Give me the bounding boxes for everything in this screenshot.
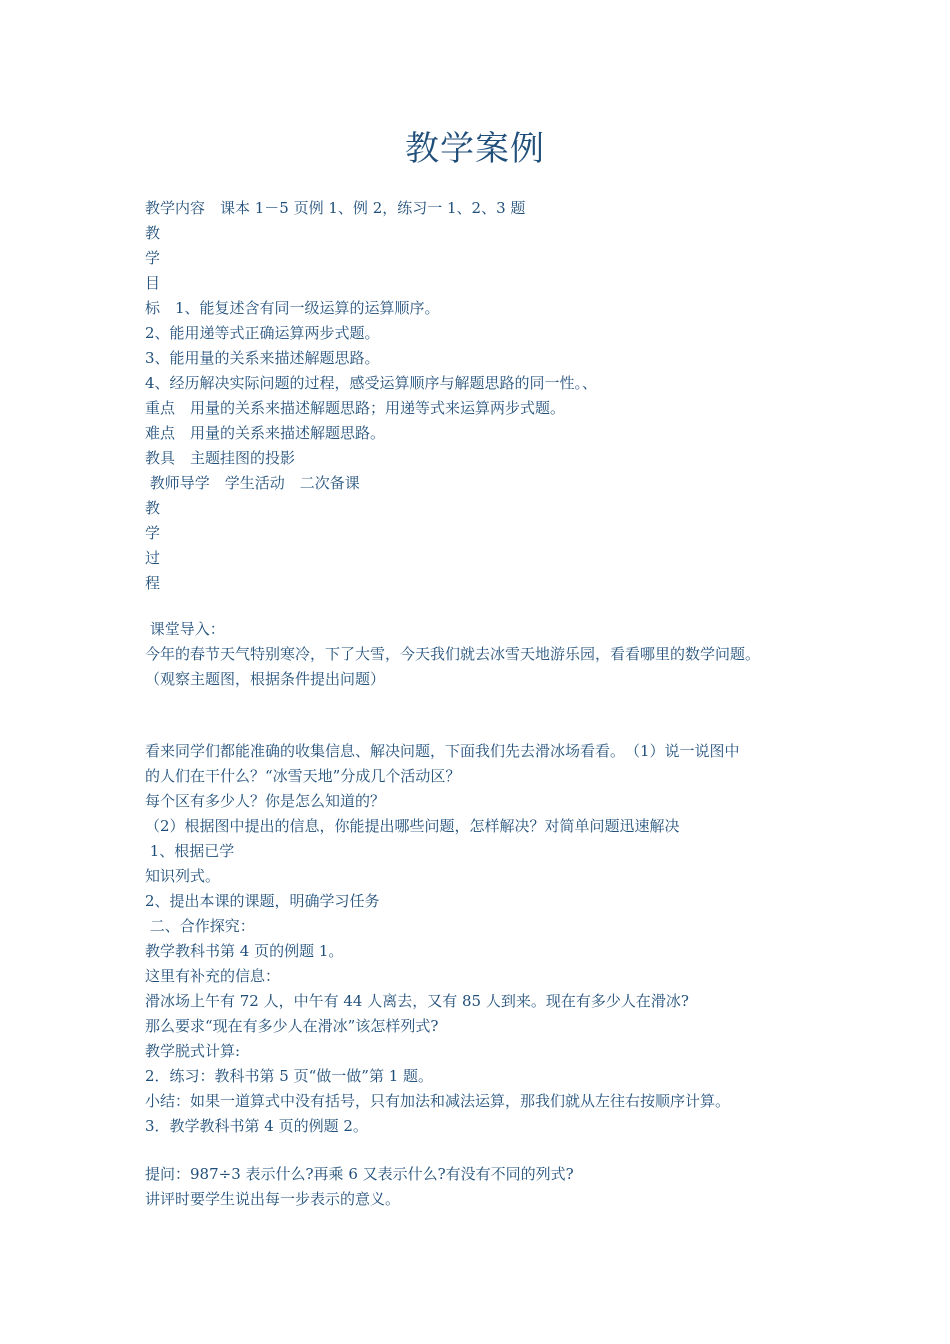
document-title: 教学案例: [405, 129, 545, 169]
line-paragraph: 3．教学教科书第 4 页的例题 2。: [145, 1117, 368, 1135]
line-key-point: 重点 用量的关系来描述解题思路；用递等式来运算两步式题。: [145, 399, 566, 417]
line-teaching-aids: 教具 主题挂图的投影: [145, 449, 296, 467]
line-paragraph: （2）根据图中提出的信息，你能提出哪些问题，怎样解决？对简单问题迅速解决: [145, 817, 680, 835]
line-section-heading: 二、合作探究：: [145, 917, 255, 935]
line-vertical-char: 学: [145, 249, 161, 267]
line-paragraph: 1、根据已学: [145, 842, 235, 860]
line-vertical-char: 目: [145, 274, 161, 292]
line-paragraph: 的人们在干什么？“冰雪天地”分成几个活动区？: [145, 767, 461, 785]
line-question: 提问：987÷3 表示什么?再乘 6 又表示什么?有没有不同的列式?: [145, 1165, 574, 1183]
line-difficult-point: 难点 用量的关系来描述解题思路。: [145, 424, 386, 442]
line-column-headers: 教师导学 学生活动 二次备课: [145, 474, 360, 492]
line-vertical-char: 教: [145, 499, 161, 517]
line-paragraph: 这里有补充的信息：: [145, 967, 281, 985]
line-teaching-content: 教学内容 课本 1－5 页例 1、例 2，练习一 1、2、3 题: [145, 199, 526, 217]
line-vertical-char: 教: [145, 224, 161, 242]
line-objective-2: 2、能用递等式正确运算两步式题。: [145, 324, 380, 342]
line-paragraph: 教学教科书第 4 页的例题 1。: [145, 942, 344, 960]
line-intro-text: 今年的春节天气特别寒冷，下了大雪，今天我们就去冰雪天地游乐园，看看哪里的数学问题。: [145, 645, 761, 663]
line-objective-4: 4、经历解决实际问题的过程，感受运算顺序与解题思路的同一性。、: [145, 374, 598, 392]
line-paragraph: 那么要求“现在有多少人在滑冰”该怎样列式?: [145, 1017, 439, 1035]
line-paragraph: 滑冰场上午有 72 人，中午有 44 人离去，又有 85 人到来。现在有多少人在滑冰?: [145, 992, 689, 1010]
line-objective-3: 3、能用量的关系来描述解题思路。: [145, 349, 380, 367]
line-objective-1: 标 1、能复述含有同一级运算的运算顺序。: [145, 299, 440, 317]
line-paragraph: 讲评时要学生说出每一步表示的意义。: [145, 1190, 401, 1208]
line-vertical-char: 学: [145, 524, 161, 542]
line-intro-note: （观察主题图，根据条件提出问题）: [145, 670, 386, 688]
line-vertical-char: 程: [145, 574, 161, 592]
line-paragraph: 2．练习：教科书第 5 页“做一做”第 1 题。: [145, 1067, 434, 1085]
line-intro-heading: 课堂导入：: [145, 620, 225, 638]
line-paragraph: 知识列式。: [145, 867, 221, 885]
line-paragraph: 教学脱式计算:: [145, 1042, 241, 1060]
line-paragraph: 看来同学们都能准确的收集信息、解决问题，下面我们先去滑冰场看看。 （1）说一说图中: [145, 742, 740, 760]
line-paragraph: 每个区有多少人？你是怎么知道的？: [145, 792, 386, 810]
line-summary: 小结：如果一道算式中没有括号，只有加法和减法运算，那我们就从左往右按顺序计算。: [145, 1092, 731, 1110]
line-vertical-char: 过: [145, 549, 161, 567]
line-paragraph: 2、提出本课的课题，明确学习任务: [145, 892, 380, 910]
